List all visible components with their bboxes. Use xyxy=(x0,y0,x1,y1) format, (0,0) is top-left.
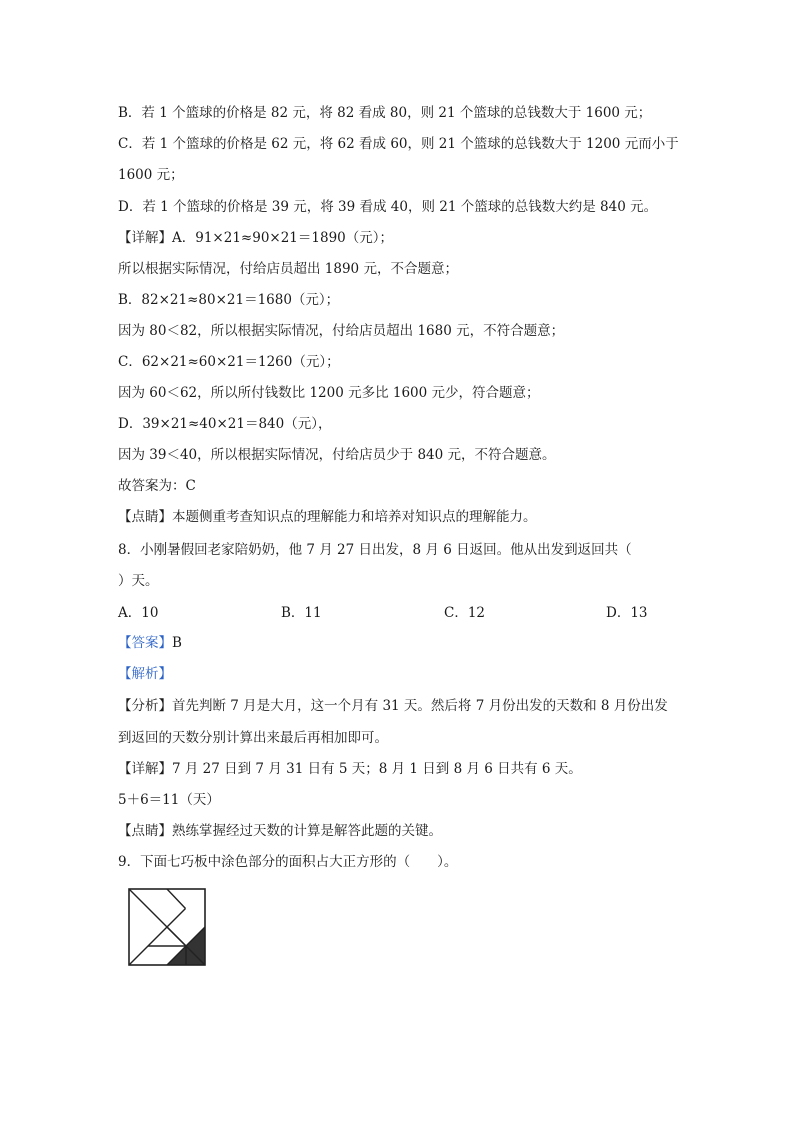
detail-line-a xyxy=(118,229,393,247)
detail-line-d: D．39×21≈40×21＝840（元）， xyxy=(118,416,332,432)
comment-line xyxy=(118,508,537,526)
tangram-svg xyxy=(128,888,206,966)
tangram-figure xyxy=(128,888,206,966)
dianjing-tag: 【点睛】 xyxy=(118,823,172,839)
tangram-top-notch xyxy=(167,889,186,909)
q8-analysis-heading xyxy=(118,665,172,683)
q8-calc: 5＋6＝11（天） xyxy=(118,792,220,808)
comment-tag: 【点睛】 xyxy=(118,509,172,525)
option-b-text: B．若 1 个篮球的价格是 82 元，将 82 看成 80，则 21 个篮球的总钱数大于 1600 元； xyxy=(118,105,652,121)
q9-stem: 9．下面七巧板中涂色部分的面积占大正方形的（ ）。 xyxy=(118,854,458,870)
q8-answer xyxy=(118,634,182,652)
dianjing-text: 熟练掌握经过天数的计算是解答此题的关键。 xyxy=(172,823,442,839)
final-answer: 故答案为：C xyxy=(118,478,196,494)
q8-xiangjie xyxy=(118,760,582,778)
detail-line-c-reason: 因为 60＜62，所以所付钱数比 1200 元多比 1600 元少，符合题意； xyxy=(118,385,540,401)
comment-text: 本题侧重考查知识点的理解能力和培养对知识点的理解能力。 xyxy=(172,509,537,525)
option-d-text: D．若 1 个篮球的价格是 39 元，将 39 看成 40，则 21 个篮球的总钱数大约是 840 元。 xyxy=(118,199,658,215)
fenxi-tag: 【分析】 xyxy=(118,698,172,714)
answer-tag: 【答案】 xyxy=(118,635,172,651)
detail-line-a-reason: 所以根据实际情况，付给店员超出 1890 元，不合题意； xyxy=(118,261,458,277)
answer-value: B xyxy=(172,635,182,651)
detail-line-b: B．82×21≈80×21＝1680（元）； xyxy=(118,292,340,308)
detail-line-c: C．62×21≈60×21＝1260（元）； xyxy=(118,354,340,370)
analysis-tag: 【解析】 xyxy=(118,666,172,682)
q8-option-b: B．11 xyxy=(281,605,322,621)
detail-tag: 【详解】 xyxy=(118,230,172,246)
detail-line-d-reason: 因为 39＜40，所以根据实际情况，付给店员少于 840 元，不符合题意。 xyxy=(118,447,556,463)
xiangjie-tag: 【详解】 xyxy=(118,761,172,777)
q8-fenxi-cont: 到返回的天数分别计算出来最后再相加即可。 xyxy=(118,730,388,746)
option-c-text-cont: 1600 元； xyxy=(118,167,184,183)
q8-stem-cont: ）天。 xyxy=(118,573,159,589)
tangram-mid-diag xyxy=(167,927,186,946)
q8-dianjing xyxy=(118,822,442,840)
xiangjie-text: 7 月 27 日到 7 月 31 日有 5 天；8 月 1 日到 8 月 6 日共有 6 天。 xyxy=(172,761,582,777)
q8-option-a: A．10 xyxy=(118,605,159,621)
q8-option-d: D．13 xyxy=(606,605,648,621)
q8-stem: 8．小刚暑假回老家陪奶奶，他 7 月 27 日出发，8 月 6 日返回。他从出发到返回共（ xyxy=(118,542,632,558)
q8-option-c: C．12 xyxy=(444,605,486,621)
detail-text: A．91×21≈90×21＝1890（元）； xyxy=(172,230,394,246)
detail-line-b-reason: 因为 80＜82，所以根据实际情况，付给店员超出 1680 元，不符合题意； xyxy=(118,323,565,339)
q8-fenxi xyxy=(118,697,668,715)
fenxi-text: 首先判断 7 月是大月，这一个月有 31 天。然后将 7 月份出发的天数和 8 月份出发 xyxy=(172,698,668,714)
option-c-text: C．若 1 个篮球的价格是 62 元，将 62 看成 60，则 21 个篮球的总钱数大于 1200 元而小于 xyxy=(118,136,679,152)
